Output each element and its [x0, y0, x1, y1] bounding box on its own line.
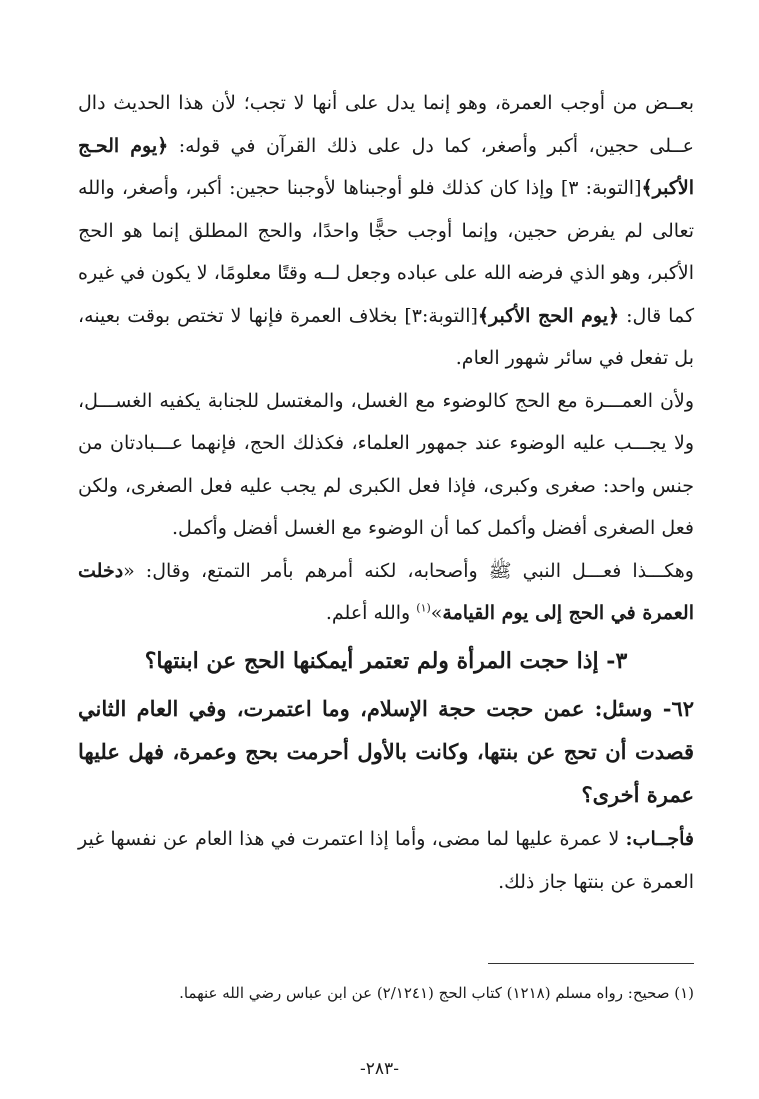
quran-quote-2: ﴿يوم الحج الأكبر﴾	[477, 304, 620, 327]
footnote-ref: (١)	[416, 601, 431, 615]
paragraph-2: ولأن العمـــرة مع الحج كالوضوء مع الغسل، والمغتسل للجنابة يكفيه الغســـل، ولا يجـــب عليه الوضوء عند جمهور العلماء، فكذلك الحج، فإنهما عـــبادتان من جنس واحد: صغرى وكبرى، فإذا فعل الكبرى لم يجب عليه فعل الصغرى، ولكن فعل الصغرى أفضل وأكمل كما أن الوضوء مع الغسل أفضل وأكمل.	[78, 389, 694, 539]
paragraph-1-text-a: بعــض من أوجب العمرة، وهو إنما يدل على أنها لا تجب؛ لأن هذا الحديث دال عــلى حجين، أكبر وأصغر، كما دل على ذلك القرآن في قوله:	[78, 92, 694, 157]
answer-paragraph	[78, 818, 694, 904]
hadith-quote: دخلت العمرة في الحج إلى يوم القيامة	[78, 559, 694, 624]
paragraph-1-text-c: [التوبة:٣] بخلاف العمرة فإنها لا تختص بوقت بعينه، بل تفعل في سائر شهور العام.	[78, 304, 694, 369]
section-heading: ٣- إذا حجت المرأة ولم تعتمر أيمكنها الحج عن ابنتها؟	[144, 647, 628, 674]
page-number: -٢٨٣-	[360, 1059, 399, 1079]
page-body	[78, 82, 694, 904]
footnote: (١) صحيح: رواه مسلم (١٢١٨) كتاب الحج (٢/١٢٤١) عن ابن عباس رضي الله عنهما.	[179, 984, 694, 1002]
answer-text: لا عمرة عليها لما مضى، وأما إذا اعتمرت في هذا العام عن نفسها غير العمرة عن بنتها جاز ذلك.	[78, 827, 694, 893]
paragraph-3-text-b: والله أعلم.	[325, 602, 417, 624]
footnote-divider	[488, 963, 694, 964]
hadith-close-mark: »	[430, 602, 443, 624]
paragraph-1-text-b: [التوبة: ٣] وإذا كان كذلك فلو أوجبناها لأوجبنا حجين: أكبر، وأصغر، والله تعالى لم يفرض حجين، وإنما أوجب حجًّا واحدًا، والحج المطلق إنما هو الحج الأكبر، وهو الذي فرضه الله على عباده وجعل لــه وقتًا معلومًا، لا يكون في غيره كما قال:	[78, 177, 694, 327]
paragraph-3	[78, 550, 694, 635]
paragraph-1	[78, 82, 694, 380]
quran-quote-1: ﴿يوم الحـج الأكبر﴾	[78, 134, 694, 199]
question-text: ٦٢- وسئل: عمن حجت حجة الإسلام، وما اعتمرت، وفي العام الثاني قصدت أن تحج عن بنتها، وكانت بالأول أحرمت بحج وعمرة، فهل عليها عمرة أخرى؟	[78, 695, 694, 807]
answer-label: فأجــاب:	[625, 827, 694, 850]
paragraph-3-text-a: وهكـــذا فعـــل النبي ﷺ وأصحابه، لكنه أمرهم بأمر التمتع، وقال: «	[123, 559, 694, 582]
